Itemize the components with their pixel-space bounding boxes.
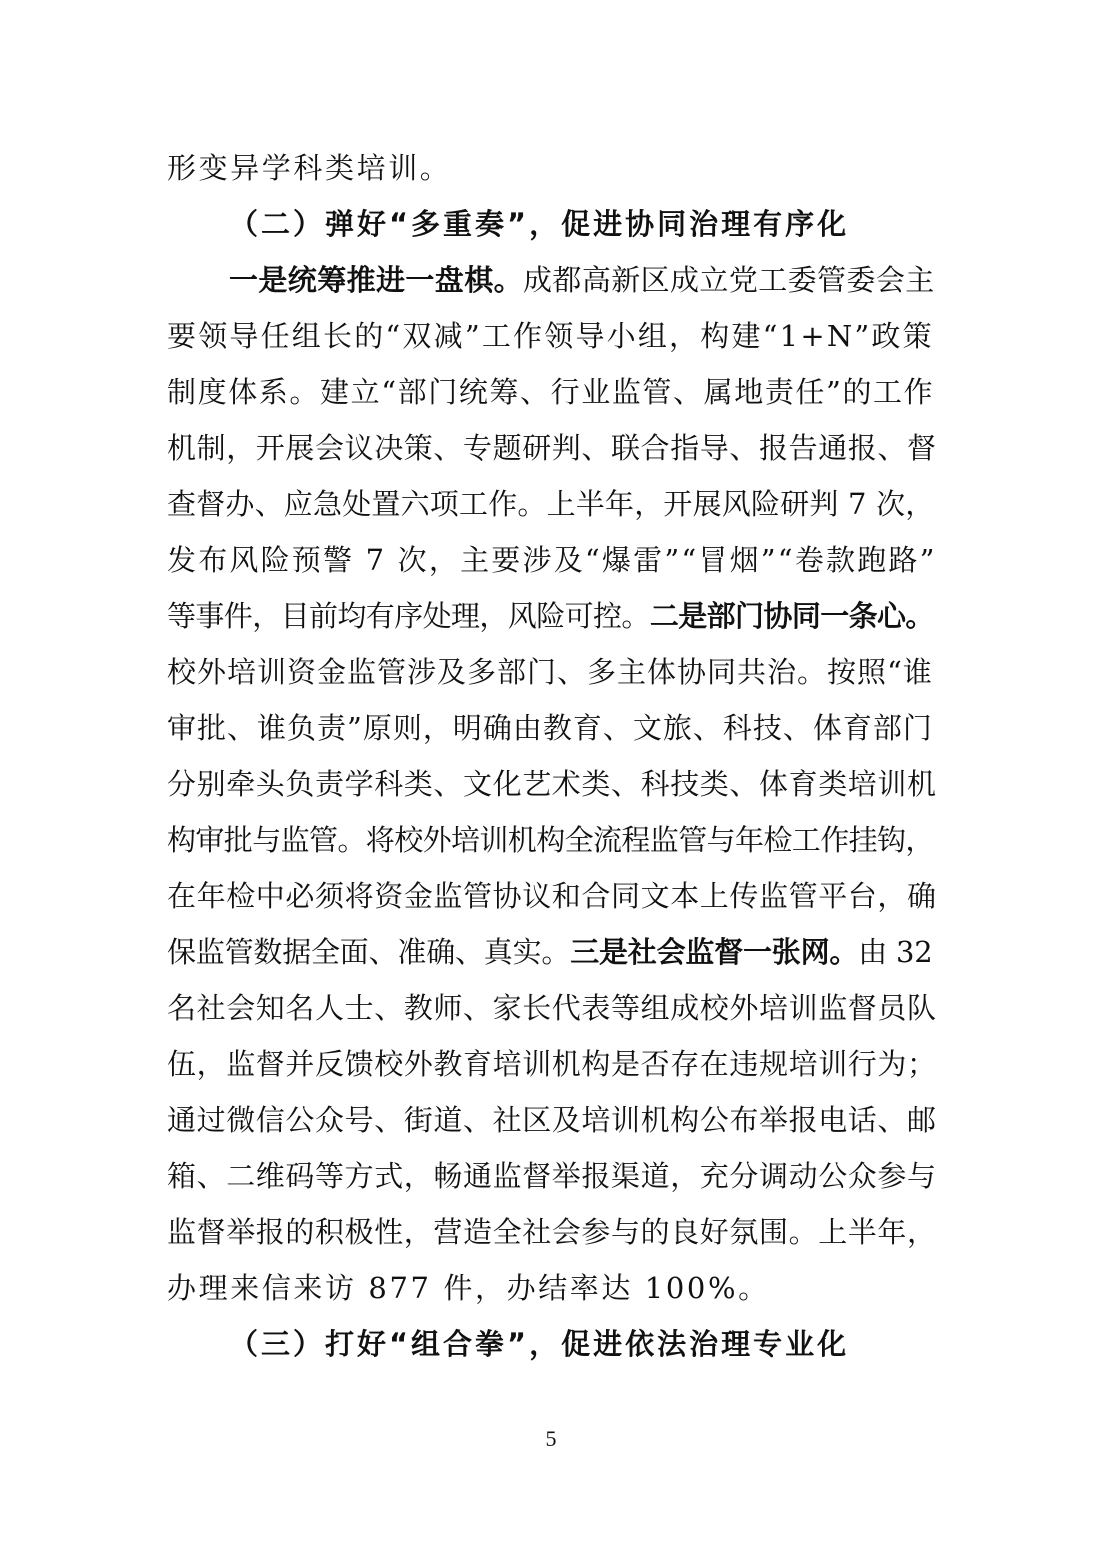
text-segment: 构审批与监管。将校外培训机构全流程监管与年检工作挂钩， — [167, 823, 934, 857]
text-segment: 保监管数据全面、准确、真实。 — [167, 935, 571, 969]
text-line — [167, 980, 937, 1036]
text-segment: 机制，开展会议决策、专题研判、联合指导、报告通报、督 — [167, 431, 937, 465]
text-line — [167, 364, 937, 420]
text-line — [167, 756, 937, 812]
text-segment: 伍，监督并反馈校外教育培训机构是否存在违规培训行为； — [167, 1047, 937, 1081]
text-line — [167, 868, 937, 924]
text-segment: 办理来信来访 877 件，办结率达 100%。 — [167, 1271, 770, 1305]
text-line — [167, 1260, 937, 1316]
text-segment: 形变异学科类培训。 — [167, 151, 452, 185]
text-segment: 在年检中必须将资金监管协议和合同文本上传监管平台，确 — [167, 879, 937, 913]
text-line — [167, 1092, 937, 1148]
text-line — [167, 700, 937, 756]
text-line — [167, 252, 937, 308]
text-segment: 通过微信公众号、街道、社区及培训机构公布举报电话、邮 — [167, 1103, 937, 1137]
bold-text-segment: 二是部门协同一条心。 — [649, 599, 934, 633]
text-segment: 分别牵头负责学科类、文化艺术类、科技类、体育类培训机 — [167, 767, 937, 801]
text-line — [167, 420, 937, 476]
body-text — [167, 140, 937, 1372]
text-line — [167, 644, 937, 700]
text-segment: 监督举报的积极性，营造全社会参与的良好氛围。上半年， — [167, 1215, 937, 1249]
text-line — [167, 812, 937, 868]
section-heading — [167, 1316, 937, 1372]
text-segment: 等事件，目前均有序处理，风险可控。 — [167, 599, 650, 633]
bold-text-segment: 一是统筹推进一盘棋。 — [229, 263, 524, 297]
text-segment: 箱、二维码等方式，畅通监督举报渠道，充分调动公众参与 — [167, 1159, 937, 1193]
bold-text-segment: 三是社会监督一张网。 — [570, 935, 859, 969]
text-segment: 审批、谁负责”原则，明确由教育、文旅、科技、体育部门 — [167, 711, 933, 745]
text-line — [167, 588, 937, 644]
text-segment: 发布风险预警 7 次，主要涉及“爆雷”“冒烟”“卷款跑路” — [167, 543, 937, 577]
text-segment: 由 32 — [858, 935, 933, 969]
text-line — [167, 476, 937, 532]
text-line — [167, 1204, 937, 1260]
section-heading — [167, 196, 937, 252]
text-line — [167, 140, 937, 196]
text-segment: 校外培训资金监管涉及多部门、多主体协同共治。按照“谁 — [167, 655, 933, 689]
text-segment: 制度体系。建立“部门统筹、行业监管、属地责任”的工作 — [167, 375, 935, 409]
page-number: 5 — [545, 1426, 557, 1451]
text-segment: 名社会知名人士、教师、家长代表等组成校外培训监督员队 — [167, 991, 937, 1025]
text-line — [167, 924, 937, 980]
bold-text-segment: （二）弹好“多重奏”，促进协同治理有序化 — [229, 207, 850, 241]
text-line — [167, 308, 937, 364]
text-segment: 成都高新区成立党工委管委会主 — [523, 263, 935, 297]
text-line — [167, 1148, 937, 1204]
text-segment: 要领导任组长的“双减”工作领导小组，构建“1+N”政策 — [167, 319, 934, 353]
text-line — [167, 1036, 937, 1092]
bold-text-segment: （三）打好“组合拳”，促进依法治理专业化 — [229, 1327, 850, 1361]
text-segment: 查督办、应急处置六项工作。上半年，开展风险研判 7 次， — [167, 487, 935, 521]
text-line — [167, 532, 937, 588]
